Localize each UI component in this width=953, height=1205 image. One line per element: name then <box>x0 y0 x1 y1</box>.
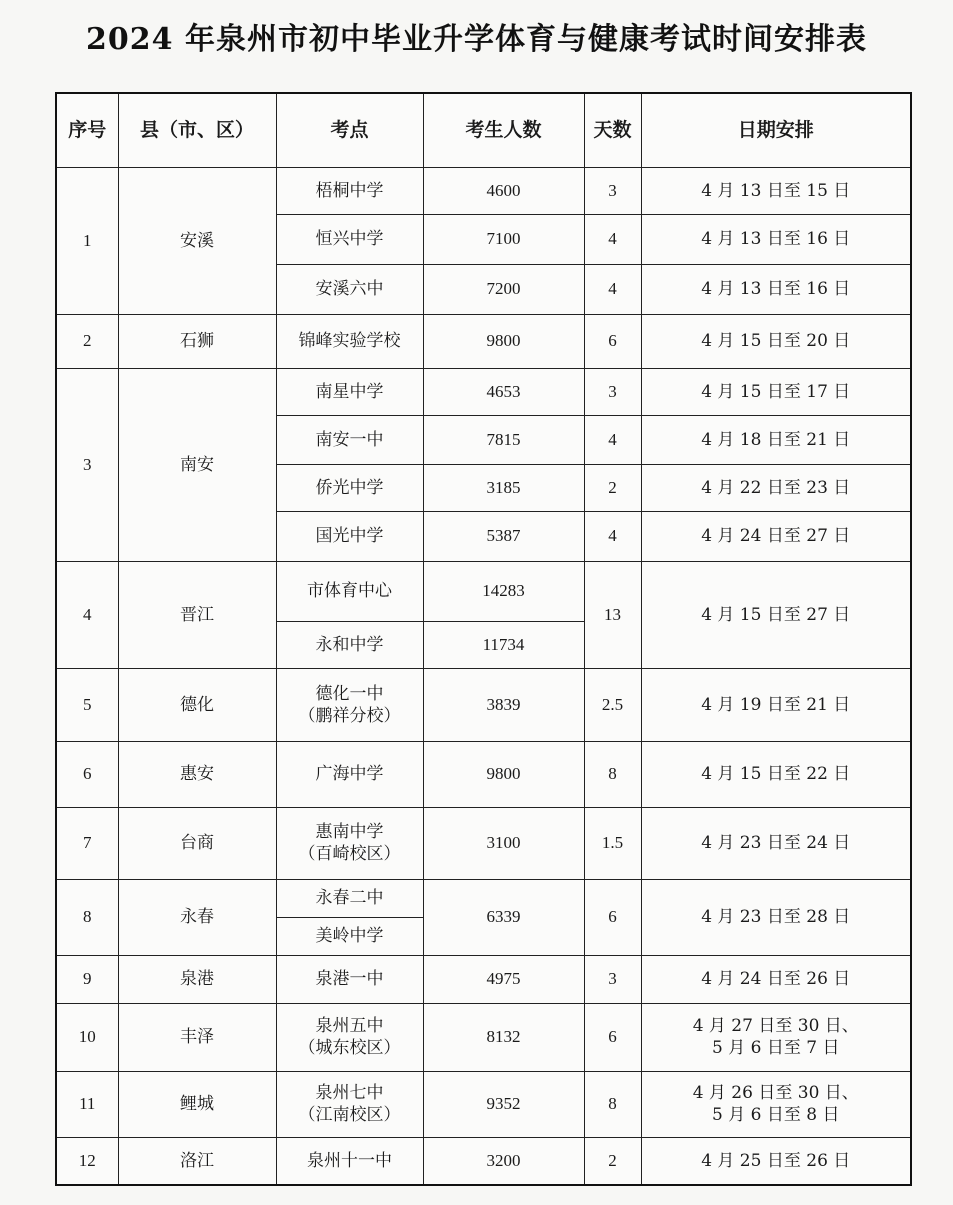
count-cell: 3200 <box>423 1137 584 1185</box>
site-cell <box>276 807 423 879</box>
county-cell: 安溪 <box>118 167 276 314</box>
county-cell: 石狮 <box>118 314 276 368</box>
dates-cell: 4 月 18 日至 21 日 <box>641 415 911 464</box>
site-cell: 侨光中学 <box>276 464 423 511</box>
county-cell: 德化 <box>118 668 276 741</box>
seq-cell: 3 <box>56 368 118 561</box>
site-cell: 梧桐中学 <box>276 167 423 214</box>
dates-cell: 4 月 24 日至 27 日 <box>641 511 911 561</box>
days-cell: 3 <box>584 955 641 1003</box>
seq-cell: 2 <box>56 314 118 368</box>
count-cell: 6339 <box>423 879 584 955</box>
table-row <box>56 314 911 368</box>
county-cell: 丰泽 <box>118 1003 276 1071</box>
site-line-1: 德化一中 <box>315 683 384 704</box>
header-dates: 日期安排 <box>641 93 911 167</box>
days-cell: 1.5 <box>584 807 641 879</box>
seq-cell: 12 <box>56 1137 118 1185</box>
site-cell: 美岭中学 <box>276 917 423 955</box>
dates-cell: 4 月 24 日至 26 日 <box>641 955 911 1003</box>
days-cell: 4 <box>584 264 641 314</box>
dates-cell: 4 月 25 日至 26 日 <box>641 1137 911 1185</box>
site-line-1: 泉州七中 <box>315 1083 384 1103</box>
table-row <box>56 668 911 741</box>
count-cell: 9800 <box>423 314 584 368</box>
days-cell: 4 <box>584 511 641 561</box>
dates-cell: 4 月 13 日至 16 日 <box>641 214 911 264</box>
count-cell: 7100 <box>423 214 584 264</box>
site-cell: 南安一中 <box>276 415 423 464</box>
dates-cell: 4 月 23 日至 24 日 <box>641 807 911 879</box>
count-cell: 9800 <box>423 741 584 807</box>
count-cell: 11734 <box>423 621 584 668</box>
dates-cell: 4 月 13 日至 16 日 <box>641 264 911 314</box>
dates-cell: 4 月 13 日至 15 日 <box>641 167 911 214</box>
days-cell: 2 <box>584 464 641 511</box>
days-cell: 8 <box>584 741 641 807</box>
table-row <box>56 807 911 879</box>
count-cell: 7815 <box>423 415 584 464</box>
county-cell: 南安 <box>118 368 276 561</box>
table-row <box>56 879 911 917</box>
table-row <box>56 368 911 415</box>
table-row <box>56 741 911 807</box>
table-row <box>56 1003 911 1071</box>
count-cell: 4975 <box>423 955 584 1003</box>
site-line-2: （江南校区） <box>298 1105 401 1125</box>
table-row <box>56 1071 911 1137</box>
county-cell: 晋江 <box>118 561 276 668</box>
count-cell: 8132 <box>423 1003 584 1071</box>
county-cell: 台商 <box>118 807 276 879</box>
dates-cell: 4 月 23 日至 28 日 <box>641 879 911 955</box>
dates-cell: 4 月 15 日至 22 日 <box>641 741 911 807</box>
header-row <box>56 93 911 167</box>
site-cell: 国光中学 <box>276 511 423 561</box>
county-cell: 鲤城 <box>118 1071 276 1137</box>
seq-cell: 4 <box>56 561 118 668</box>
site-cell <box>276 668 423 741</box>
count-cell: 5387 <box>423 511 584 561</box>
seq-cell: 11 <box>56 1071 118 1137</box>
site-cell: 泉州十一中 <box>276 1137 423 1185</box>
count-cell: 14283 <box>423 561 584 621</box>
days-cell: 2 <box>584 1137 641 1185</box>
days-cell: 13 <box>584 561 641 668</box>
days-cell: 3 <box>584 368 641 415</box>
site-cell: 南星中学 <box>276 368 423 415</box>
days-cell: 6 <box>584 314 641 368</box>
dates-line-1: 4 月 26 日至 30 日、 <box>692 1083 859 1103</box>
site-cell: 恒兴中学 <box>276 214 423 264</box>
table-row <box>56 955 911 1003</box>
table-row <box>56 1137 911 1185</box>
dates-line-2: 5 月 6 日至 8 日 <box>712 1105 840 1125</box>
dates-cell: 4 月 15 日至 20 日 <box>641 314 911 368</box>
schedule-table <box>55 92 912 1186</box>
header-seq: 序号 <box>56 93 118 167</box>
days-cell: 4 <box>584 214 641 264</box>
seq-cell: 5 <box>56 668 118 741</box>
site-line-2: （百崎校区） <box>298 844 401 864</box>
page-title: 2024 年泉州市初中毕业升学体育与健康考试时间安排表 <box>86 22 867 57</box>
site-cell: 永和中学 <box>276 621 423 668</box>
seq-cell: 7 <box>56 807 118 879</box>
dates-cell <box>641 1071 911 1137</box>
seq-cell: 8 <box>56 879 118 955</box>
site-cell <box>276 1071 423 1137</box>
county-cell: 惠安 <box>118 741 276 807</box>
days-cell: 8 <box>584 1071 641 1137</box>
days-cell: 2.5 <box>584 668 641 741</box>
seq-cell: 10 <box>56 1003 118 1071</box>
dates-cell: 4 月 19 日至 21 日 <box>641 668 911 741</box>
dates-cell: 4 月 15 日至 17 日 <box>641 368 911 415</box>
site-cell: 锦峰实验学校 <box>276 314 423 368</box>
count-cell: 9352 <box>423 1071 584 1137</box>
days-cell: 4 <box>584 415 641 464</box>
count-cell: 3185 <box>423 464 584 511</box>
table-row <box>56 561 911 621</box>
site-line-1: 惠南中学 <box>315 822 384 842</box>
seq-cell: 6 <box>56 741 118 807</box>
site-line-2: （城东校区） <box>298 1038 401 1058</box>
header-county: 县（市、区） <box>118 93 276 167</box>
site-cell: 永春二中 <box>276 879 423 917</box>
count-cell: 4653 <box>423 368 584 415</box>
header-count: 考生人数 <box>423 93 584 167</box>
count-cell: 3839 <box>423 668 584 741</box>
site-line-1: 泉州五中 <box>315 1016 384 1036</box>
county-cell: 洛江 <box>118 1137 276 1185</box>
header-site: 考点 <box>276 93 423 167</box>
site-line-2: （鹏祥分校） <box>298 705 401 726</box>
dates-cell: 4 月 15 日至 27 日 <box>641 561 911 668</box>
days-cell: 6 <box>584 879 641 955</box>
site-cell <box>276 1003 423 1071</box>
site-cell: 泉港一中 <box>276 955 423 1003</box>
count-cell: 4600 <box>423 167 584 214</box>
days-cell: 6 <box>584 1003 641 1071</box>
seq-cell: 9 <box>56 955 118 1003</box>
header-days: 天数 <box>584 93 641 167</box>
site-cell: 市体育中心 <box>276 561 423 621</box>
county-cell: 永春 <box>118 879 276 955</box>
days-cell: 3 <box>584 167 641 214</box>
site-cell: 安溪六中 <box>276 264 423 314</box>
dates-cell <box>641 1003 911 1071</box>
count-cell: 3100 <box>423 807 584 879</box>
dates-line-1: 4 月 27 日至 30 日、 <box>692 1016 859 1036</box>
table-row <box>56 167 911 214</box>
count-cell: 7200 <box>423 264 584 314</box>
site-cell: 广海中学 <box>276 741 423 807</box>
dates-line-2: 5 月 6 日至 7 日 <box>712 1038 840 1058</box>
seq-cell: 1 <box>56 167 118 314</box>
dates-cell: 4 月 22 日至 23 日 <box>641 464 911 511</box>
county-cell: 泉港 <box>118 955 276 1003</box>
